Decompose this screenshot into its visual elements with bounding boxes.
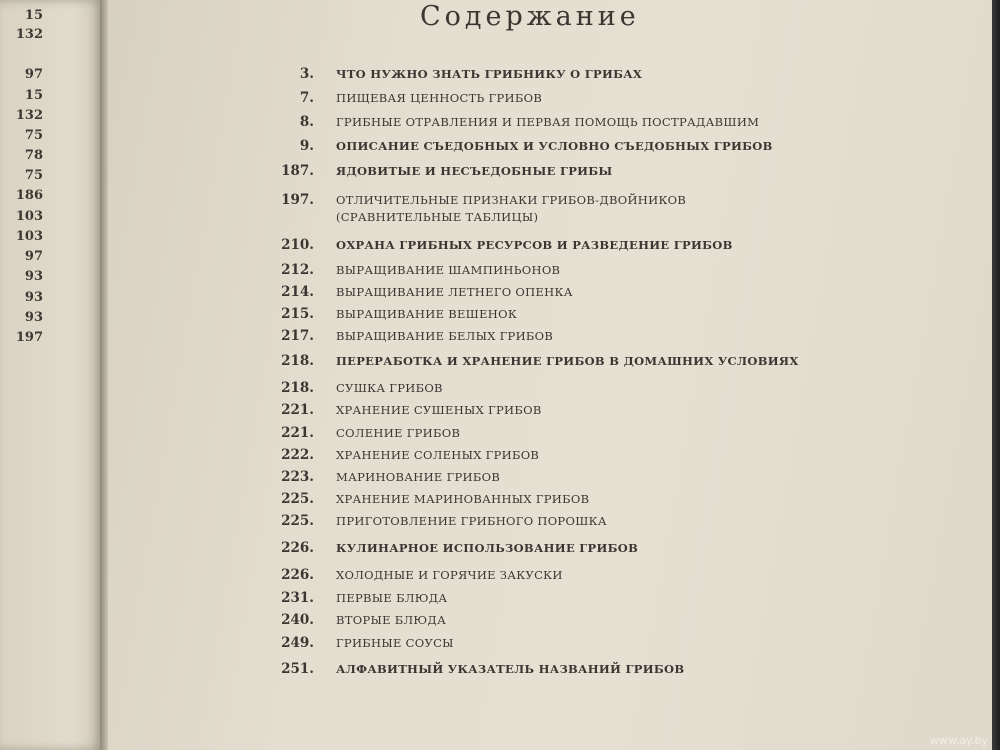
toc-entry: [0, 590, 1000, 610]
toc-page-number: 226.: [281, 567, 314, 583]
toc-entry-text: ПИЩЕВАЯ ЦЕННОСТЬ ГРИБОВ: [336, 91, 543, 105]
toc-page-number: 187.: [281, 163, 314, 179]
left-page-number: 93: [24, 269, 43, 284]
toc-entry: [0, 447, 1000, 467]
toc-entry: [0, 513, 1000, 533]
toc-page-number: 240.: [281, 612, 314, 628]
toc-entry-text: ОПИСАНИЕ СЪЕДОБНЫХ И УСЛОВНО СЪЕДОБНЫХ ГРИБОВ: [336, 139, 773, 153]
toc-entry-title: [336, 636, 454, 650]
toc-entry-title: [336, 354, 799, 368]
toc-entry: [0, 353, 1000, 373]
toc-entry: [0, 469, 1000, 489]
toc-entry-text: ВТОРЫЕ БЛЮДА: [336, 613, 447, 627]
left-page-number: 15: [24, 88, 43, 103]
toc-entry: [0, 90, 1000, 110]
toc-entry-text: СУШКА ГРИБОВ: [336, 381, 443, 395]
toc-entry-title: [336, 591, 447, 605]
left-page-number: 75: [24, 128, 43, 143]
toc-entry-title: [336, 329, 553, 343]
toc-entry: [0, 540, 1000, 560]
toc-entry-text: ХРАНЕНИЕ СОЛЕНЫХ ГРИБОВ: [336, 448, 540, 462]
toc-entry-text: ПРИГОТОВЛЕНИЕ ГРИБНОГО ПОРОШКА: [336, 514, 607, 528]
toc-entry-text: ПЕРЕРАБОТКА И ХРАНЕНИЕ ГРИБОВ В ДОМАШНИХ УСЛОВИЯХ: [336, 354, 799, 368]
toc-entry: [0, 66, 1000, 86]
toc-entry: [0, 114, 1000, 134]
left-page-number: 78: [24, 148, 43, 163]
toc-entry: [0, 262, 1000, 282]
toc-entry-title: [336, 426, 460, 440]
toc-page-number: 249.: [281, 635, 314, 651]
toc-entry-title: [336, 139, 773, 153]
toc-entry-title: [336, 470, 500, 484]
left-page-number: 186: [15, 188, 43, 203]
toc-entry-title: [336, 263, 560, 277]
toc-page-number: 218.: [281, 353, 314, 369]
toc-entry-text: АЛФАВИТНЫЙ УКАЗАТЕЛЬ НАЗВАНИЙ ГРИБОВ: [336, 662, 685, 676]
toc-entry-text: ВЫРАЩИВАНИЕ ШАМПИНЬОНОВ: [336, 263, 561, 277]
toc-entry-text: МАРИНОВАНИЕ ГРИБОВ: [336, 470, 501, 484]
toc-entry: [0, 491, 1000, 511]
toc-page-number: 3.: [299, 66, 314, 82]
left-page-number: 97: [24, 67, 43, 82]
left-page-number: 75: [24, 168, 43, 183]
toc-page-number: 225.: [281, 513, 314, 529]
left-page-number: 97: [24, 249, 43, 264]
toc-page-number: 218.: [281, 380, 314, 396]
toc-page-number: 212.: [281, 262, 314, 278]
toc-page-number: 222.: [281, 447, 314, 463]
left-page-number: 197: [15, 330, 43, 345]
toc-entry-text: ОХРАНА ГРИБНЫХ РЕСУРСОВ И РАЗВЕДЕНИЕ ГРИБОВ: [336, 238, 733, 252]
toc-entry-title: [336, 164, 613, 178]
toc-entry: [0, 402, 1000, 422]
left-page-number: 93: [24, 290, 43, 305]
toc-entry-text: КУЛИНАРНОЕ ИСПОЛЬЗОВАНИЕ ГРИБОВ: [336, 541, 639, 555]
toc-page-number: 221.: [281, 425, 314, 441]
toc-entry-text: ОТЛИЧИТЕЛЬНЫЕ ПРИЗНАКИ ГРИБОВ-ДВОЙНИКОВ: [336, 193, 687, 207]
toc-entry-title: [336, 307, 517, 321]
toc-entry-title: [336, 238, 733, 252]
toc-entry-text: ГРИБНЫЕ ОТРАВЛЕНИЯ И ПЕРВАЯ ПОМОЩЬ ПОСТРАДАВШИМ: [336, 115, 760, 129]
toc-entry-text: ХРАНЕНИЕ СУШЕНЫХ ГРИБОВ: [336, 403, 542, 417]
toc-entry-text: СОЛЕНИЕ ГРИБОВ: [336, 426, 461, 440]
toc-page-number: 197.: [281, 192, 314, 208]
toc-entry: [0, 661, 1000, 681]
toc-entry: [0, 284, 1000, 304]
page-title: Содержание: [420, 1, 640, 32]
toc-page-number: 231.: [281, 590, 314, 606]
toc-entry: [0, 380, 1000, 400]
toc-entry: [0, 567, 1000, 587]
toc-page-number: 225.: [281, 491, 314, 507]
toc-entry: [0, 425, 1000, 445]
toc-entry-title: [336, 403, 542, 417]
toc-entry: [0, 237, 1000, 257]
toc-entry-text: ЯДОВИТЫЕ И НЕСЪЕДОБНЫЕ ГРИБЫ: [336, 164, 613, 178]
toc-entry-title: [336, 448, 539, 462]
toc-entry: [0, 612, 1000, 632]
toc-entry: [0, 635, 1000, 655]
toc-entry-text: ПЕРВЫЕ БЛЮДА: [336, 591, 448, 605]
toc-entry-text: ВЫРАЩИВАНИЕ ВЕШЕНОК: [336, 307, 518, 321]
toc-page-number: 7.: [299, 90, 314, 106]
toc-entry: [0, 163, 1000, 183]
toc-entry-subtext: (СРАВНИТЕЛЬНЫЕ ТАБЛИЦЫ): [336, 210, 539, 224]
toc-entry-title: [336, 492, 589, 506]
toc-entry-title: [336, 541, 638, 555]
toc-page-number: 226.: [281, 540, 314, 556]
toc-entry-title: [336, 193, 686, 224]
toc-entry-title: [336, 67, 642, 81]
toc-page-number: 214.: [281, 284, 314, 300]
watermark: www.ay.by: [929, 734, 988, 747]
left-page-number: 132: [15, 108, 43, 123]
toc-entry-title: [336, 662, 684, 676]
toc-entry: [0, 306, 1000, 326]
toc-entry-title: [336, 514, 607, 528]
toc-entry-title: [336, 613, 446, 627]
toc-entry-text: ХОЛОДНЫЕ И ГОРЯЧИЕ ЗАКУСКИ: [336, 568, 563, 582]
left-page-number: 132: [15, 27, 43, 42]
left-page-number: 15: [24, 8, 43, 23]
toc-entry-title: [336, 381, 443, 395]
toc-page-number: 210.: [281, 237, 314, 253]
toc-entry-text: ВЫРАЩИВАНИЕ БЕЛЫХ ГРИБОВ: [336, 329, 554, 343]
toc-page-number: 221.: [281, 402, 314, 418]
toc-entry-title: [336, 568, 563, 582]
toc-page-number: 223.: [281, 469, 314, 485]
toc-entry-title: [336, 91, 542, 105]
toc-page-number: 217.: [281, 328, 314, 344]
toc-page-number: 251.: [281, 661, 314, 677]
toc-entry-text: ЧТО НУЖНО ЗНАТЬ ГРИБНИКУ О ГРИБАХ: [336, 67, 643, 81]
toc-entry-title: [336, 115, 759, 129]
toc-page-number: 9.: [299, 138, 314, 154]
toc-entry-title: [336, 285, 573, 299]
toc-entry-text: ХРАНЕНИЕ МАРИНОВАННЫХ ГРИБОВ: [336, 492, 590, 506]
toc-entry: [0, 328, 1000, 348]
toc-page-number: 215.: [281, 306, 314, 322]
left-page-number: 93: [24, 310, 43, 325]
toc-entry-text: ГРИБНЫЕ СОУСЫ: [336, 636, 454, 650]
toc-entry: [0, 138, 1000, 158]
left-page-number: 103: [15, 209, 43, 224]
left-page-number: 103: [15, 229, 43, 244]
toc-page-number: 8.: [299, 114, 314, 130]
toc-entry-text: ВЫРАЩИВАНИЕ ЛЕТНЕГО ОПЕНКА: [336, 285, 573, 299]
